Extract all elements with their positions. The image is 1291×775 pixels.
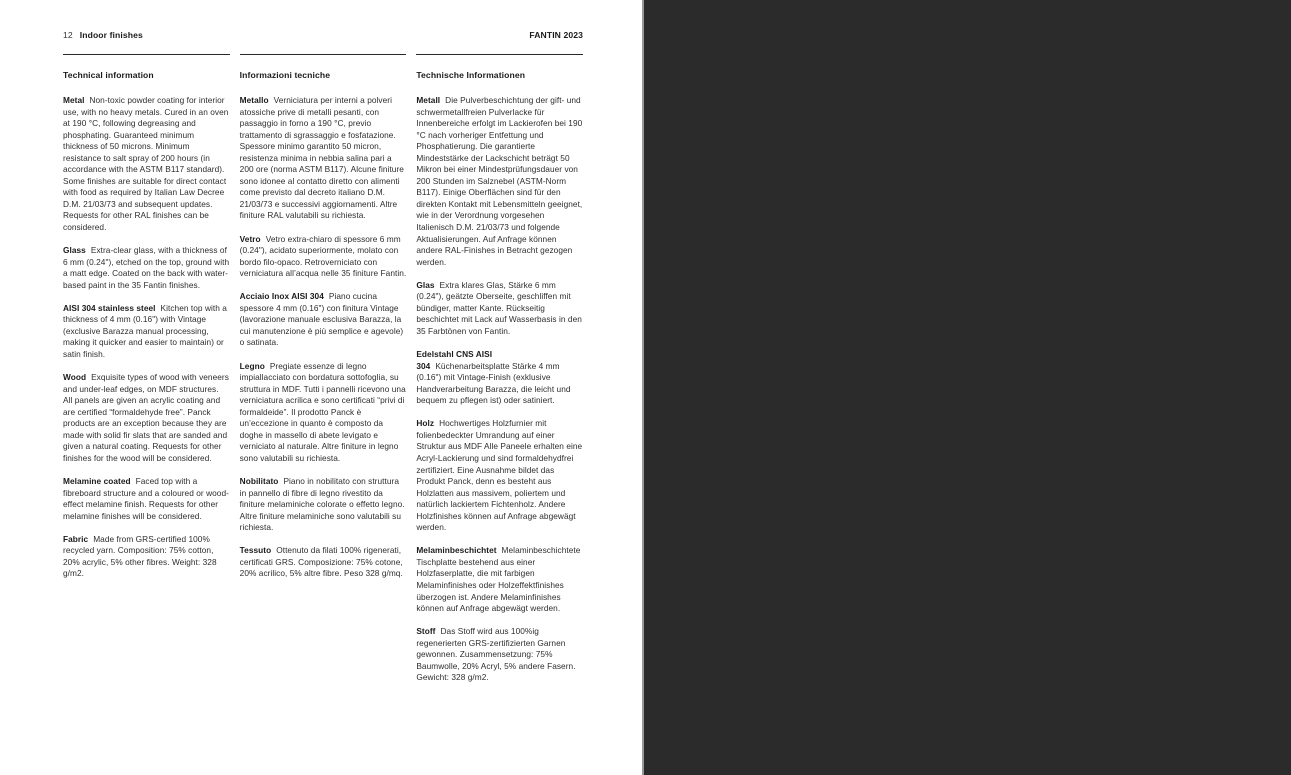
paragraph-melaminbeschichtet [416, 545, 583, 614]
paragraph-text: Extra-clear glass, with a thickness of 6 mm (0.24"), etched on the top, ground with a matt edge. Coated on the back with water-based paint in the 35 Fantin finishes. [63, 245, 230, 290]
paragraph-nobilitato [240, 476, 407, 534]
paragraph-term: Metall [416, 95, 441, 105]
column-german [416, 54, 583, 695]
column-rule [63, 54, 230, 55]
paragraph-acciaio-inox-aisi-304 [240, 291, 407, 349]
paragraph-term: Nobilitato [239, 476, 279, 487]
paragraph-term: Glas [416, 279, 435, 290]
paragraph-text: Non-toxic powder coating for interior use, with no heavy metals. Cured in an oven at 190 °C, following degreasing and phosphating. Guaranteed minimum thickness of 50 microns. Minimum resistance to salt spray of 200 hours (in accordance with the ASTM B117 standard). Some finishes are suitable for direct contact with food as required by Italian Law Decree D.M. 21/03/73 and subsequent updates. Requests for other RAL finishes can be considered. [63, 95, 229, 233]
dark-side-panel [646, 0, 1291, 775]
paragraph-text: Das Stoff wird aus 100%ig regenerierten GRS-zertifizierten Garnen gewonnen. Zusammensetzung: 75% Baumwolle, 20% Acryl, 5% andere Fasern. Gewicht: 328 g/m2. [416, 626, 576, 683]
paragraph-text: Vetro extra-chiaro di spessore 6 mm (0.24"), acidato superiormente, molato con bordo filo-opaco. Retroverniciato con verniciatura all’acqua nelle 35 finiture Fantin. [239, 233, 407, 279]
brand-title: FANTIN 2023 [529, 30, 583, 40]
page-header [63, 30, 583, 40]
paragraph-metallo [240, 95, 407, 222]
column-rule [240, 54, 407, 55]
paragraph-aisi-304-stainless-steel [63, 303, 230, 361]
paragraph-term: AISI 304 stainless steel [63, 302, 156, 313]
paragraph-metal [63, 95, 230, 234]
paragraph-text: Piano cucina spessore 4 mm (0.16") con finitura Vintage (lavorazione manuale esclusiva Barazza, la cui manutenzione è più semplice e agevole) o satinata. [239, 291, 404, 348]
paragraph-holz [416, 418, 583, 533]
paragraph-term: Metallo [239, 95, 269, 105]
column-paragraphs-german [416, 95, 583, 684]
paragraph-term: Edelstahl CNS AISI 304 [416, 349, 493, 371]
paragraph-stoff [416, 626, 583, 684]
paragraph-term: Acciaio Inox AISI 304 [239, 291, 324, 302]
paragraph-text: Faced top with a fibreboard structure and a coloured or wood-effect melamine finish. Requests for other melamine finishes will be considered. [63, 476, 229, 521]
paragraph-glas [416, 280, 583, 338]
paragraph-term: Tessuto [239, 545, 272, 556]
paragraph-legno [240, 361, 407, 465]
paragraph-tessuto [240, 545, 407, 580]
paragraph-term: Melaminbeschichtet [416, 545, 497, 556]
paragraph-text: Piano in nobilitato con struttura in pannello di fibre di legno rivestito da finiture melaminiche colorate o effetto legno. Altre finiture melaminiche sono valutabili su richiesta. [239, 476, 405, 533]
paragraph-term: Melamine coated [63, 476, 131, 487]
paragraph-term: Stoff [416, 626, 436, 637]
paragraph-text: Extra klares Glas, Stärke 6 mm (0.24"), geätzte Oberseite, geschliffen mit bündiger, matter Kante. Rückseitig beschichtet mit Lack auf Wasserbasis in den 35 Farbtönen von Fantin. [416, 279, 582, 336]
catalog-page [0, 0, 644, 775]
page-header-left [63, 30, 143, 40]
paragraph-text: Küchenarbeitsplatte Stärke 4 mm (0.16") mit Vintage-Finish (exklusive Handverarbeitung Barazza, die leicht und bequem zu pflegen ist) oder satiniert. [416, 360, 571, 406]
column-heading-english: Technical information [63, 70, 154, 80]
paragraph-term: Holz [416, 418, 435, 429]
page-number: 12 [63, 30, 73, 40]
paragraph-term: Glass [63, 245, 86, 256]
paragraph-text: Exquisite types of wood with veneers and under-leaf edges, on MDF structures. All panels are given an acrylic coating and are certified “formaldehyde free”. Panck products are an exception because they are made with solid fir slats that are sanded and given a natural coating. Requests for other finishes for the wood will be considered. [63, 372, 229, 463]
column-heading-italian: Informazioni tecniche [239, 70, 331, 80]
paragraph-text: Ottenuto da filati 100% rigenerati, certificati GRS. Composizione: 75% cotone, 20% acrilico, 5% altre fibre. Peso 328 g/mq. [239, 545, 403, 579]
paragraph-glass [63, 245, 230, 291]
paragraph-term: Legno [239, 360, 265, 371]
paragraph-vetro [240, 234, 407, 280]
paragraph-text: Kitchen top with a thickness of 4 mm (0.16") with Vintage (exclusive Barazza manual processing, making it quicker and easier to maintain) or satin finish. [63, 302, 227, 360]
paragraph-wood [63, 372, 230, 464]
paragraph-text: Pregiate essenze di legno impiallacciato con bordatura sottofoglia, su struttura in MDF. Tutti i pannelli ricevono una verniciatura acrilica e sono certificati “privi di formaldeide”. Il prodotto Panck è un’eccezione in quanto è composto da doghe in massello di abete levigato e verniciato al naturale. Altre finiture in legno sono valutabili su richiesta. [239, 360, 406, 463]
column-paragraphs-english [63, 95, 230, 580]
paragraph-text: Melaminbeschichtete Tischplatte bestehend aus einer Holzfaserplatte, die mit farbigen Melaminfinishes oder Holzeffektfinishes überzogen ist. Andere Melaminfinishes können auf Anfrage abgewägt werden. [416, 545, 581, 614]
paragraph-text: Die Pulverbeschichtung der gift- und schwermetallfreien Pulverlacke für Innenbereiche erfolgt im Lackierofen bei 190 °C nach vorheriger Entfettung und Phosphatierung. Die garantierte Mindeststärke der Lackschicht beträgt 50 Mikron bei einer Mindestprüfungsdauer von 200 Stunden im Salznebel (ASTM-Norm B117). Einige Oberflächen sind für den direkten Kontakt mit Lebensmitteln geeignet, wie in der Verordnung vorgesehen Italienisch D.M. 21/03/73 und folgende Aktualisierungen. Auf Anfrage können andere RAL-Finishes in Betracht gezogen werden. [416, 95, 583, 267]
text-columns [63, 54, 583, 695]
paragraph-fabric [63, 534, 230, 580]
section-title: Indoor finishes [79, 30, 143, 40]
paragraph-edelstahl-cns-aisi-304 [416, 349, 583, 407]
column-heading-german: Technische Informationen [416, 70, 526, 80]
paragraph-text: Hochwertiges Holzfurnier mit folienbedeckter Umrandung auf einer Struktur aus MDF Alle Paneele erhalten eine Acryl-Lackierung und sind formaldehydfrei zertifiziert. Eine Ausnahme bildet das Produkt Panck, denn es besteht aus Holzlatten aus massivem, poliertem und natürlich lackiertem Fichtenholz. Andere Holzfinishes können auf Anfrage abgewägt werden. [416, 418, 583, 533]
paragraph-term: Vetro [239, 233, 261, 244]
paragraph-text: Verniciatura per interni a polveri atossiche prive di metalli pesanti, con passaggio in forno a 190 °C, previo trattamento di sgrassaggio e fosfatazione. Spessore minimo garantito 50 micron, resistenza minima in nebbia salina pari a 200 ore (norma ASTM B117). Alcune finiture sono idonee al contatto diretto con alimenti come previsto dal decreto italiano D.M. 21/03/73 e successivi aggiornamenti. Altre finiture RAL valutabili su richiesta. [239, 95, 404, 221]
paragraph-metall [416, 95, 583, 268]
column-english [63, 54, 230, 695]
paragraph-term: Metal [63, 95, 85, 105]
paragraph-text: Made from GRS-certified 100% recycled yarn. Composition: 75% cotton, 20% acrylic, 5% other fibres. Weight: 328 g/m2. [63, 533, 217, 579]
paragraph-melamine-coated [63, 476, 230, 522]
paragraph-term: Wood [63, 372, 87, 383]
column-italian [240, 54, 407, 695]
paragraph-term: Fabric [63, 533, 89, 544]
column-paragraphs-italian [240, 95, 407, 580]
column-rule [416, 54, 583, 55]
